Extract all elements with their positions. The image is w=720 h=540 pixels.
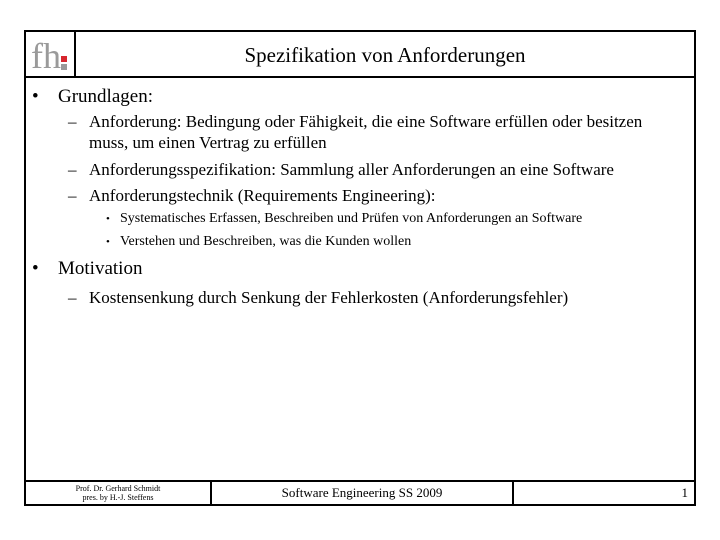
bullet-text: Motivation (58, 258, 143, 279)
page-number: 1 (681, 485, 688, 500)
bullet-dot: • (32, 258, 39, 279)
sub-item-text: Kostensenkung durch Senkung der Fehlerkosten (Anforderungsfehler) (89, 288, 569, 307)
slide-footer (24, 480, 696, 506)
sub-item-text: Anforderungsspezifikation: Sammlung aller Anforderungen an eine Software (89, 160, 614, 179)
sub-item-text: Anforderungstechnik (Requirements Engineering): (89, 186, 436, 205)
dash-bullet: – (68, 186, 77, 205)
footer-author-line1: Prof. Dr. Gerhard Schmidt (75, 484, 161, 493)
dash-bullet: – (68, 288, 77, 307)
logo-letters: fh (31, 36, 61, 74)
sub-sub-item-text: Systematisches Erfassen, Beschreiben und Prüfen von Anforderungen an Software (120, 211, 583, 226)
bullet-dot: • (106, 213, 110, 225)
sub-sub-item-text: Verstehen und Beschreiben, was die Kunden wollen (120, 234, 412, 249)
sub-item-text: Anforderung: Bedingung oder Fähigkeit, die eine Software erfüllen oder besitzen (89, 112, 643, 131)
footer-course: Software Engineering SS 2009 (210, 480, 514, 506)
slide-title: Spezifikation von Anforderungen (244, 43, 526, 67)
footer-author (24, 480, 212, 506)
sub-item-text: muss, um einen Vertrag zu erfüllen (89, 133, 327, 152)
dash-bullet: – (68, 112, 77, 131)
footer-author-line2: pres. by H.-J. Steffens (82, 493, 154, 502)
bullet-dot: • (32, 86, 39, 107)
bullet-dot: • (106, 236, 110, 248)
bullet-text: Grundlagen: (58, 86, 153, 107)
footer-page (512, 480, 696, 506)
dash-bullet: – (68, 160, 77, 179)
